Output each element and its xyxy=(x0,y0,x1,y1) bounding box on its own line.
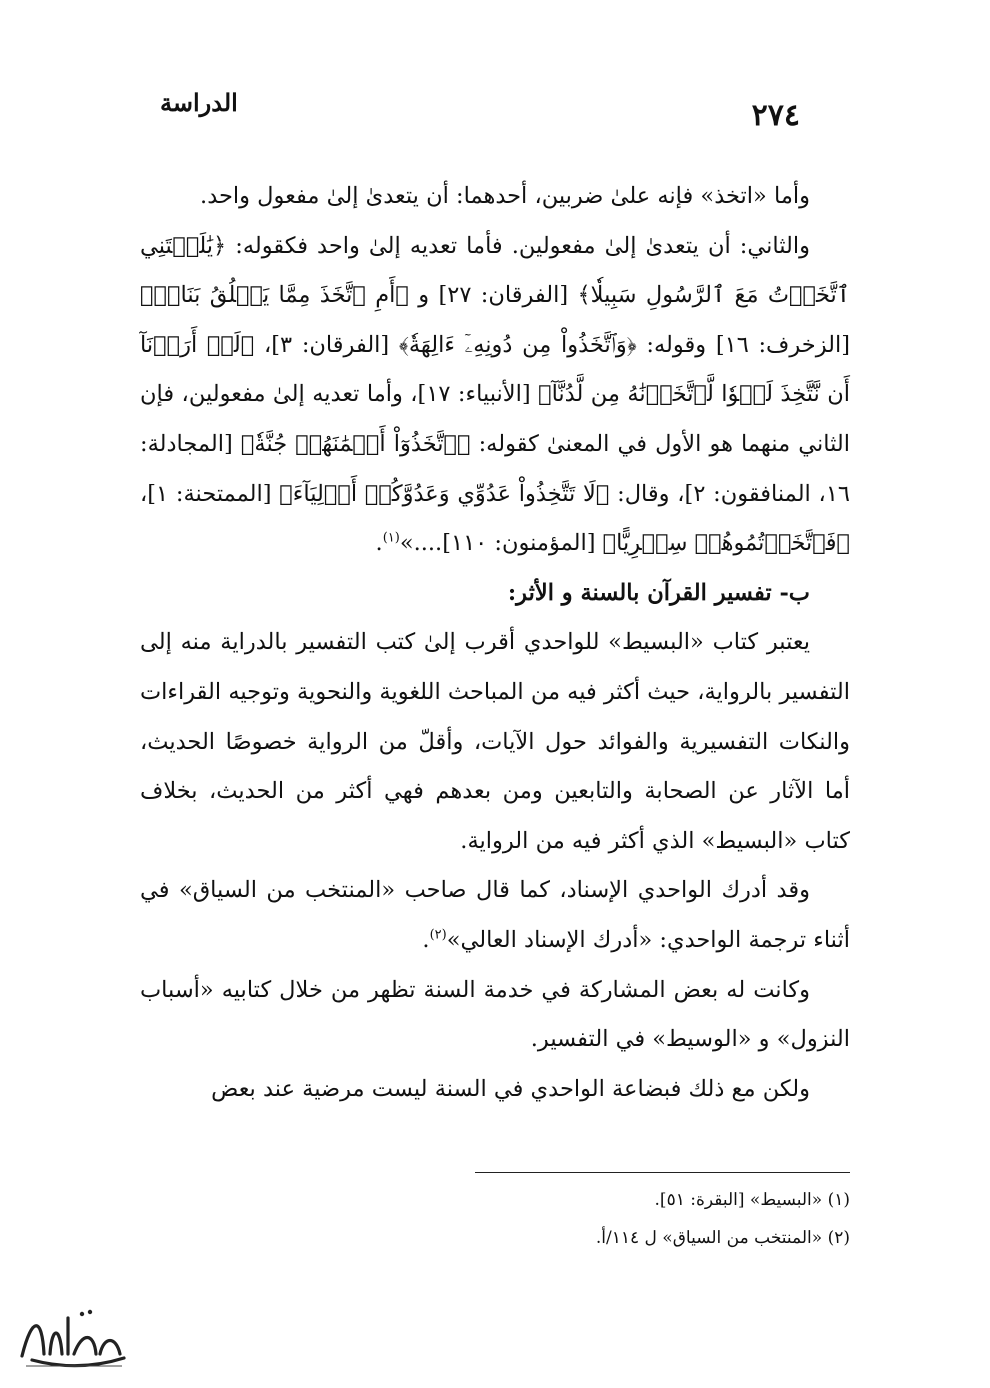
main-text xyxy=(140,172,850,1114)
paragraph-2-end: . xyxy=(375,530,383,557)
running-title: الدراسة xyxy=(160,88,238,117)
paragraph-4-end: . xyxy=(422,926,430,953)
paragraph-2 xyxy=(140,222,850,569)
paragraph-3: يعتبر كتاب «البسيط» للواحدي أقرب إلىٰ كتب التفسير بالدراية منه إلى التفسير بالرواية، حيث أكثر فيه من المباحث اللغوية والنحوية وتوجيه القراءات والنكات التفسيرية والفوائد حول الآيات، وأقلّ من الرواية خصوصًا الحديث، أما الآثار عن الصحابة والتابعين ومن بعدهم فهي أكثر من الحديث، بخلاف كتاب «البسيط» الذي أكثر فيه من الرواية. xyxy=(140,629,850,854)
footnote-ref-2[interactable]: (٢) xyxy=(429,927,447,943)
footnote-divider xyxy=(475,1172,850,1173)
paragraph-5: وكانت له بعض المشاركة في خدمة السنة تظهر من خلال كتابيه «أسباب النزول» و «الوسيط» في التفسير. xyxy=(140,976,850,1053)
section-heading: ب- تفسير القرآن بالسنة و الأثر: xyxy=(507,579,810,606)
page-number: ٢٧٤ xyxy=(751,98,800,133)
paragraph-1: وأما «اتخذ» فإنه علىٰ ضربين، أحدهما: أن يتعدىٰ إلىٰ مفعول واحد. xyxy=(200,183,810,209)
page-header xyxy=(150,82,800,142)
footnotes xyxy=(140,1172,850,1257)
paragraph-4-text: وقد أدرك الواحدي الإسناد، كما قال صاحب «المنتخب من السياق» في أثناء ترجمة الواحدي: «أدرك الإسناد العالي» xyxy=(140,877,850,953)
paragraph-6: ولكن مع ذلك فبضاعة الواحدي في السنة ليست مرضية عند بعض xyxy=(211,1075,810,1102)
paragraph-4 xyxy=(140,866,850,965)
paragraph-2-text: والثاني: أن يتعدىٰ إلىٰ مفعولين. فأما تعديه إلىٰ واحد فكقوله: ﴿يَٰلَيۡتَنِي ٱتَّخَذۡتُ مَعَ ٱلرَّسُولِ سَبِيلٗا﴾ [الفرقان: ٢٧] و ﴿أَمِ ٱتَّخَذَ مِمَّا يَخۡلُقُ بَنَاتٖ﴾ [الزخرف: ١٦] وقوله: ﴿وَٱتَّخَذُواْ مِن دُونِهِۦٓ ءَالِهَةٗ﴾ [الفرقان: ٣]، ﴿لَوۡ أَرَدۡنَآ أَن نَّتَّخِذَ لَهۡوٗا لَّٱتَّخَذۡنَٰهُ مِن لَّدُنَّآ﴾ [الأنبياء: ١٧]، وأما تعديه إلىٰ مفعولين، فإن الثاني منهما هو الأول في المعنىٰ كقوله: ﴿ٱتَّخَذُوٓاْ أَيۡمَٰنَهُمۡ جُنَّةٗ﴾ [المجادلة: ١٦، المنافقون: ٢]، وقال: ﴿لَا تَتَّخِذُواْ عَدُوِّي وَعَدُوَّكُمۡ أَوۡلِيَآءَ﴾ [الممتحنة: ١]، ﴿فَٱتَّخَذۡتُمُوهُمۡ سِخۡرِيًّا﴾ [المؤمنون: ١١٠]....» xyxy=(140,232,850,557)
footnote-1: (١) «البسيط» [البقرة: ٥١]. xyxy=(654,1190,850,1210)
footnote-ref-1[interactable]: (١) xyxy=(382,530,400,546)
watermark-logo xyxy=(12,1296,132,1376)
calligraphy-logo-icon xyxy=(12,1296,132,1376)
footnote-2: (٢) «المنتخب من السياق» ل ١١٤/أ. xyxy=(595,1228,850,1248)
